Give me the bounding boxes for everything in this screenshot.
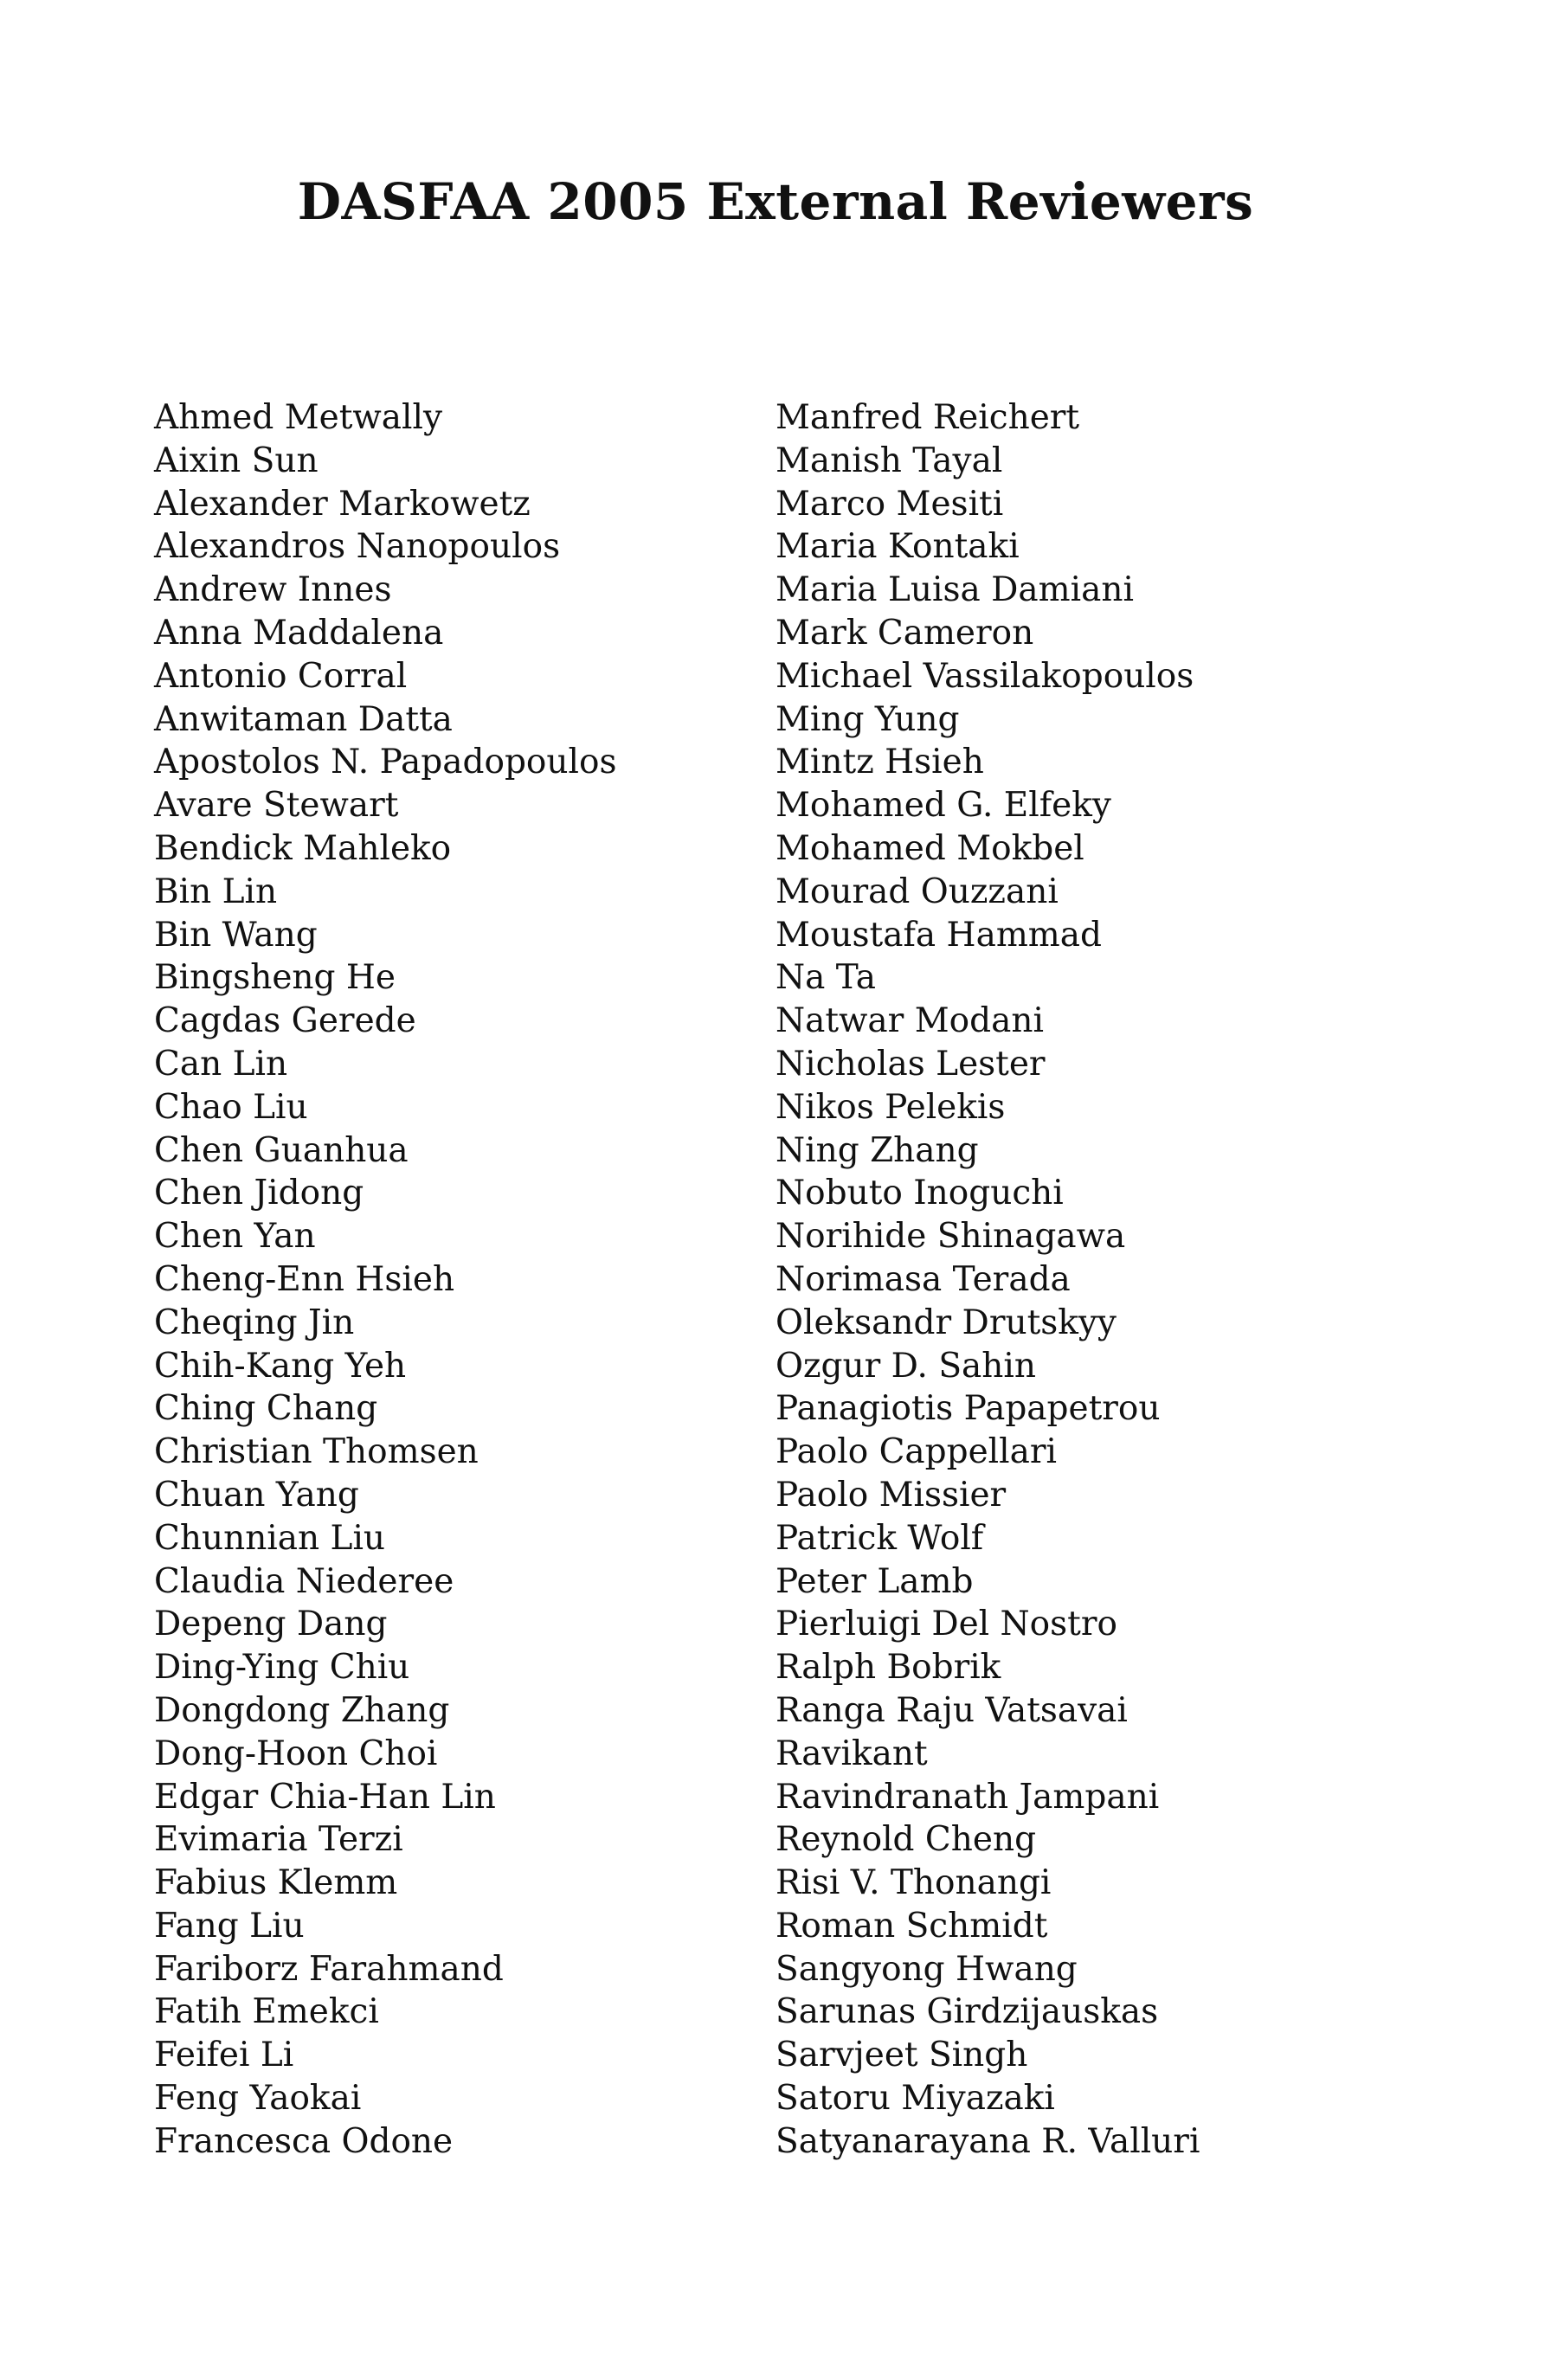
reviewer-name: Chen Jidong xyxy=(154,1174,364,1213)
reviewer-name: Depeng Dang xyxy=(154,1605,388,1644)
reviewer-name: Cheng-Enn Hsieh xyxy=(154,1259,455,1299)
reviewer-name: Ching Chang xyxy=(154,1389,378,1429)
reviewer-name: Fang Liu xyxy=(154,1906,305,1946)
reviewer-name: Ming Yung xyxy=(776,699,960,739)
reviewer-name: Marco Mesiti xyxy=(776,484,1004,524)
reviewer-name: Bingsheng He xyxy=(154,958,396,998)
reviewer-name: Chen Yan xyxy=(154,1217,316,1257)
reviewer-name: Dongdong Zhang xyxy=(154,1690,450,1730)
reviewer-name: Alexander Markowetz xyxy=(154,484,531,524)
reviewer-name: Cagdas Gerede xyxy=(154,1001,416,1041)
reviewer-name: Bin Lin xyxy=(154,872,278,911)
reviewer-name: Feifei Li xyxy=(154,2036,294,2075)
reviewer-name: Sangyong Hwang xyxy=(776,1949,1078,1989)
reviewer-name: Pierluigi Del Nostro xyxy=(776,1605,1117,1644)
reviewer-name: Avare Stewart xyxy=(154,786,399,826)
reviewer-name: Can Lin xyxy=(154,1044,288,1084)
reviewer-name: Satoru Miyazaki xyxy=(776,2079,1055,2119)
reviewer-name: Mohamed Mokbel xyxy=(776,828,1084,868)
reviewer-name: Cheqing Jin xyxy=(154,1303,355,1342)
reviewer-name: Mourad Ouzzani xyxy=(776,872,1059,911)
reviewer-name: Chih-Kang Yeh xyxy=(154,1346,407,1386)
reviewer-name: Na Ta xyxy=(776,958,877,998)
reviewer-name: Dong-Hoon Choi xyxy=(154,1734,438,1773)
reviewer-name: Peter Lamb xyxy=(776,1561,974,1601)
reviewer-name: Nobuto Inoguchi xyxy=(776,1174,1064,1213)
reviewer-name: Ding-Ying Chiu xyxy=(154,1648,410,1688)
reviewer-name: Claudia Niederee xyxy=(154,1561,454,1601)
reviewer-name: Ralph Bobrik xyxy=(776,1648,1001,1688)
reviewer-name: Maria Kontaki xyxy=(776,527,1020,567)
reviewer-name: Norimasa Terada xyxy=(776,1259,1071,1299)
reviewer-list-left xyxy=(154,396,617,2164)
reviewer-name: Nikos Pelekis xyxy=(776,1087,1006,1127)
reviewer-name: Fabius Klemm xyxy=(154,1863,398,1903)
reviewer-name: Maria Luisa Damiani xyxy=(776,570,1134,610)
reviewer-name: Ahmed Metwally xyxy=(154,398,443,437)
reviewer-name: Chao Liu xyxy=(154,1087,308,1127)
reviewer-name: Moustafa Hammad xyxy=(776,915,1102,955)
reviewer-name: Edgar Chia-Han Lin xyxy=(154,1777,496,1817)
reviewer-name: Feng Yaokai xyxy=(154,2079,362,2119)
reviewer-name: Reynold Cheng xyxy=(776,1820,1037,1860)
reviewer-name: Norihide Shinagawa xyxy=(776,1217,1126,1257)
reviewer-name: Oleksandr Drutskyy xyxy=(776,1303,1117,1342)
reviewer-name: Anna Maddalena xyxy=(154,613,444,653)
reviewer-name: Antonio Corral xyxy=(154,656,408,696)
reviewer-name: Nicholas Lester xyxy=(776,1044,1046,1084)
reviewer-name: Fatih Emekci xyxy=(154,1992,379,2032)
page-title: DASFAA 2005 External Reviewers xyxy=(297,172,1254,231)
reviewer-name: Aixin Sun xyxy=(154,441,319,480)
reviewer-name: Christian Thomsen xyxy=(154,1432,479,1472)
reviewer-name: Sarunas Girdzijauskas xyxy=(776,1992,1159,2032)
reviewer-name: Ravikant xyxy=(776,1734,928,1773)
reviewer-name: Evimaria Terzi xyxy=(154,1820,403,1860)
reviewer-name: Bendick Mahleko xyxy=(154,828,452,868)
reviewer-name: Satyanarayana R. Valluri xyxy=(776,2121,1200,2161)
reviewer-name: Andrew Innes xyxy=(154,570,392,610)
reviewer-name: Bin Wang xyxy=(154,915,318,955)
reviewer-name: Manfred Reichert xyxy=(776,398,1080,437)
reviewer-name: Sarvjeet Singh xyxy=(776,2036,1028,2075)
reviewer-name: Chen Guanhua xyxy=(154,1130,409,1170)
reviewer-name: Apostolos N. Papadopoulos xyxy=(154,743,617,782)
reviewer-name: Ranga Raju Vatsavai xyxy=(776,1690,1128,1730)
reviewer-name: Natwar Modani xyxy=(776,1001,1044,1041)
reviewer-name: Michael Vassilakopoulos xyxy=(776,656,1194,696)
reviewer-name: Panagiotis Papapetrou xyxy=(776,1389,1161,1429)
reviewer-name: Paolo Missier xyxy=(776,1475,1007,1515)
reviewer-name: Chunnian Liu xyxy=(154,1518,386,1558)
reviewer-name: Alexandros Nanopoulos xyxy=(154,527,561,567)
reviewer-name: Patrick Wolf xyxy=(776,1518,984,1558)
reviewer-name: Roman Schmidt xyxy=(776,1906,1048,1946)
reviewer-name: Ning Zhang xyxy=(776,1130,979,1170)
reviewer-name: Francesca Odone xyxy=(154,2121,454,2161)
reviewer-name: Mark Cameron xyxy=(776,613,1034,653)
reviewer-name: Manish Tayal xyxy=(776,441,1003,480)
reviewer-name: Chuan Yang xyxy=(154,1475,359,1515)
reviewer-name: Paolo Cappellari xyxy=(776,1432,1057,1472)
reviewer-list-right xyxy=(776,396,1200,2164)
reviewer-name: Ozgur D. Sahin xyxy=(776,1346,1036,1386)
reviewer-name: Risi V. Thonangi xyxy=(776,1863,1052,1903)
reviewer-name: Ravindranath Jampani xyxy=(776,1777,1160,1817)
reviewer-name: Fariborz Farahmand xyxy=(154,1949,504,1989)
reviewer-name: Anwitaman Datta xyxy=(154,699,453,739)
reviewer-name: Mintz Hsieh xyxy=(776,743,984,782)
reviewer-name: Mohamed G. Elfeky xyxy=(776,786,1111,826)
